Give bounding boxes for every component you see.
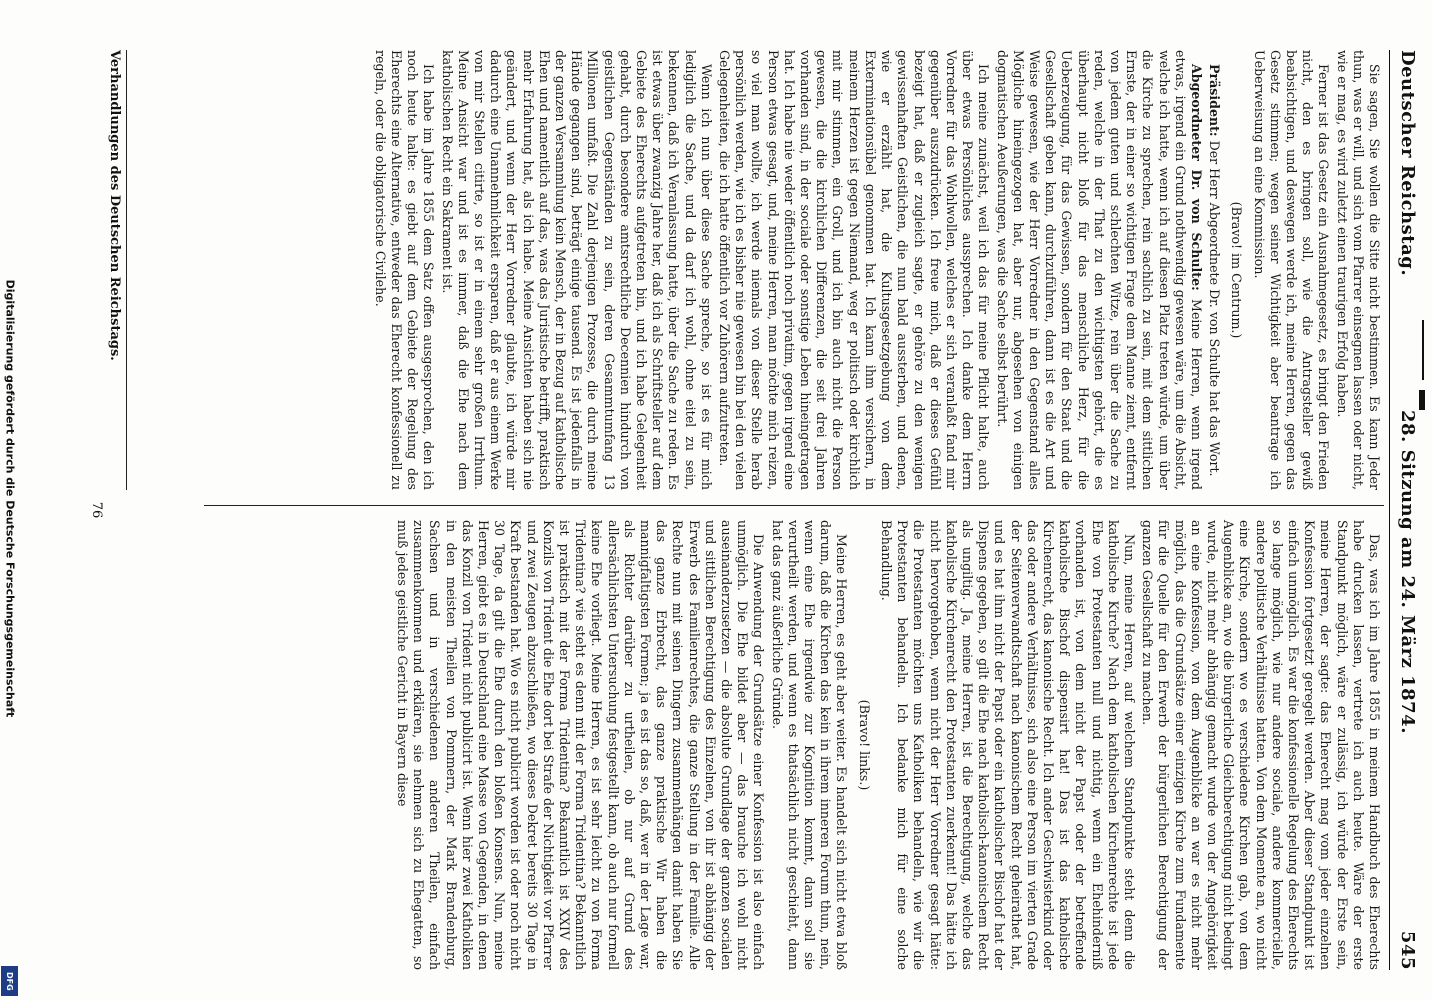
paragraph	[394, 520, 767, 970]
paragraph-text: Sie sagen, Sie wollen die Sitte nicht bestimmen. Es kann Jeder thun, was er will, und sich vom Pfarrer einsegnen lassen oder nicht, wie er mag, es wird zuletzt einen traurigen Erfolg haben.	[1334, 50, 1382, 490]
page-header	[1388, 50, 1418, 970]
paragraph	[1250, 50, 1331, 490]
applause-note	[856, 520, 872, 970]
paragraph	[1333, 50, 1382, 490]
speaker-name: Präsident:	[1207, 64, 1223, 137]
paragraph	[878, 520, 1137, 970]
dfg-logo: DFG	[1, 966, 18, 996]
speaker-name: Abgeordneter Dr. von Schulte:	[1188, 64, 1204, 291]
paragraph	[372, 50, 437, 490]
paragraph-text: Die Anwendung der Grundsätze einer Konfession ist also einfach unmöglich. Die Ehe bildet aber — das brauche ich wohl nicht auseinanderzusetzen — die absolute Grundlage der ganzen socialen und sittlichen Berechtigung des Einzelnen, von ihr ist abhängig der Erwerb des Familienrechtes, die ganze Stellung in der Familie. Alle Rechte nun mit seinen Dingern zusammenhängen damit haben Sie das ganze Erbrecht, das ganze praktische Wir haben die mannigfaltigsten Formen; ja es ist das so, daß, wer in der Lage war, als Richter darüber zu urtheilen, ob nur auf Grund des allersächlichsten Untersuchung festgestellt kann, ob auch nur formell keine Ehe vorliegt. Meine Herren, es ist sehr leicht zu von Forma Tridentina? wie steht es denn mit der Forma Tridentina? Bekanntlich ist praktisch mit der Forma Tridentina? Bekanntlich ist XXIV des Konzils von Trident die Ehe dort bei Strafe der Nichtigkeit vor Pfarrer und zwei Zeugen abzuschließen, wo dieses Dekret bereits 30 Tage in Kraft bestanden hat. Wo es nicht publicirt worden ist oder noch nicht 30 Tage, da gilt die Ehe durch den bloßen Konsens. Nun, meine Herren, giebt es in Deutschland eine Masse von Gegenden, in denen das Konzil von Trident nicht publicirt ist. Wenn hier zwei Katholiken in den meisten Theilen von Pommern, der Mark Brandenburg, Sachsen und in verschiedenen anderen Theilen, einfach zusammenkommen und erklären, sie nehmen sich zu Ehegatten, so muß jedes geistliche Gericht in Bayern diese	[395, 520, 767, 970]
applause-note	[1228, 50, 1244, 490]
paragraph-text: Der Herr Abgeordnete Dr. von Schulte hat das Wort.	[1207, 140, 1223, 477]
paragraph	[768, 520, 849, 970]
column-divider	[204, 505, 1384, 506]
header-page-number: 545	[1397, 930, 1418, 970]
paragraph-text: Ich meine zunächst, weil ich das für meine Pflicht halte, auch über etwas Persönliches aussprechen. Ich danke dem Herrn Vorredner für das Wohlwollen, welches er sich veranlaßt fand mir gegenüber auszudrücken. Ich freue mich, daß er dieses Gefühl bezeigt hat, daß er zugleich sagte, er gehöre zu den wenigen gewissenhaften Geistlichen, die nun bald aussterben, und denen, wie er erzählt hat, die Kultusgesetzgebung von dem Exterminationsübel genommen hat. Ich kann ihm versichern, in meinem Herzen ist gegen Niemand, weg er politisch oder kirchlich mit mir stimmen, ein Groll, und ich bin auch nicht die Person gewesen, die die kirchlichen Differenzen, die seit drei Jahren vorhanden sind, in der sociale oder sonstige Leben hineingetragen hat. Ich habe nie weder öffentlich noch privatim, gegen irgend eine Person etwas gesagt, und, meine Herren, man möchte mich reizen, so viel man wollte, ich werde niemals von dieser Stelle herab persönlich werden, wie ich es bisher nie gewesen bin bei den vielen Gelegenheiten, die ich hatte öffentlich vor Zuhörern aufzutreten.	[717, 50, 992, 490]
paragraph-text: Das, was ich im Jahre 1855 in meinem Handbuch des Eherechts habe drucken lassen, vertrete ich auch heute. Wäre der erste Standpunkt möglich, wäre er zulässig, ich würde der Erste sein, meine Herren, der sagte: das Eherecht mag vom jeder einzelnen Konfession fortgesetzt geregelt werden. Aber dieser Standpunkt ist einfach unmöglich. Es war die konfessionelle Regelung des Eherechts so lange möglich, wie nur andere sociale, andere kommercielle, andere politische Verhältnisse hatten. Von dem Momente an, wo nicht eine Kirche, sondern wo es verschiedene Kirchen gab, von dem Augenblicke an, wo die bürgerliche Gleichberechtigung nicht bedingt wurde, nicht mehr abhängig gemacht wurde von der Angehörigkeit an eine Konfession, von dem Augenblicke an war es nicht mehr möglich, das die Grundsätze einer einzigen Kirche zum Fundamente für die Quelle für den Erwerb der bürgerlichen Berechtigung der ganzen Gesellschaft zu machen.	[1140, 520, 1382, 970]
paragraph-text: Meine Herren, es geht aber weiter. Es handelt sich nicht etwa bloß darum, daß die Kirchen das kein in ihrem inneren Forum thun, nein, wenn eine Ehe irgendwie zur Kognition kommt, dann soll sie verurtheilt werden, und wenn es thatsächlich nicht geschieht, dann hat das ganz äußerliche Gründe.	[769, 520, 850, 970]
right-column	[392, 520, 1382, 970]
paragraph	[1206, 50, 1222, 490]
paragraph	[716, 50, 991, 490]
paragraph-text: (Bravo! links.)	[856, 699, 872, 791]
paragraph-text: Ich habe im Jahre 1855 dem Satz offen ausgesprochen, den ich noch heute halte: es giebt auf dem Gebiete der Regelung des Eherechts eine Alternative, entweder das Eherecht konfessionell zu regeln, oder die obligatorische Civilehe.	[372, 50, 437, 490]
credit-text: Digitalisierung gefördert durch die Deutsche Forschungsgemeinschaft	[3, 279, 17, 718]
footer-source: Verhandlungen des Deutschen Reichstags.	[107, 50, 127, 490]
header-title: Deutscher Reichstag.	[1397, 50, 1418, 277]
footer-page-number: 76	[89, 501, 104, 519]
header-session: 28. Sitzung am 24. März 1874.	[1397, 410, 1418, 734]
paragraph-text: Ferner ist das Gesetz ein Ausnahmegesetz, es bringt den Frieden nicht, den es bringen soll, wie die Antragsteller gewiß beabsichtigen, und deswegen werde ich, meine Herren, gegen das Gesetz stimmen; wegen seiner Wichtigkeit aber beantrage ich Ueberweisung an eine Kommission.	[1251, 50, 1332, 490]
paragraph	[1139, 520, 1382, 970]
paragraph-text: Wenn ich nun über diese Sache spreche, so ist es für mich lediglich die Sache, und da darf ich wohl, ohne eitel zu sein, bekennen, daß ich Veranlassung hatte, über die Sache zu reden. Es ist etwas über zwanzig Jahre her, daß ich als Schriftsteller auf dem Gebiete des Eherechts aufgetreten bin, und ich habe Gelegenheit gehabt, durch besondere amtsrechtliche Decennien hindurch von geistlichen Gegenständen zu sein, deren Gesammtumfang 13 Millionen umfaßt. Die Zahl derjenigen Prozesse, die durch meine Hände gegangen sind, beträgt einige tausend. Es ist jedenfalls in der ganzen Versammlung kein Mensch, der in Bezug auf katholische Ehen und namentlich auf das, was das Juristische betrifft, praktisch mehr Erfahrung hat, als ich habe. Meine Ansichten haben sich nie geändert, und wenn der Herr Vorredner glaubte, ich würde mir dadurch eine Unannehmlichkeit ersparen, daß er aus einem Werke von mir Stellen citirte, so ist er in einem sehr großen Irrthum. Meine Ansicht war und ist es immer, daß die Ehe nach dem katholischen Recht ein Sakrament ist.	[439, 50, 714, 490]
paragraph-text: Meine Herren, wenn irgend etwas, irgend ein Grund nothwendig gewesen wäre, um die Absicht, welche ich hatte, wenn ich auf diesen Platz treten würde, um über die Kirche zu sprechen, rein sachlich zu sein, mit dem sittlichen Ernste, der in einer so wichtigen Frage dem Manne ziemt, entfernt von jedem guten und schlechten Witze, rein über die Sache zu reden, welche in der That zu den wichtigsten gehört, die es überhaupt nicht bloß für das menschliche Herz, für die Ueberzeugung, für das Gewissen, sondern für den Staat und die Gesellschaft geben kann, durchzuführen, dann ist es die Art und Weise gewesen, wie der Herr Vorredner in den Gegenstand alles Mögliche hineingezogen hat, aber nur, abgesehen von einigen dogmatischen Aeußerungen, was die Sache selbst berührt.	[994, 50, 1204, 490]
left-column	[370, 50, 1382, 490]
paragraph	[993, 50, 1204, 490]
paragraph-text: Nun, meine Herren, auf welchem Standpunkte steht denn die katholische Kirche? Nach dem katholischen Kirchenrechte ist jede Ehe von Protestanten null und nichtig, wenn ein Ehehinderniß vorhanden ist, von dem nicht der Papst oder der betreffende katholische Bischof dispensirt hat! Das ist das katholische Kirchenrecht, das kanonische Recht. Ich ander Geschwisterkind oder das oder andere Verhältnisse, sich also eine Person im vierten Grade der Seitenverwandtschaft nach kanonischem Recht geheirathet hat, und es hat ihm nicht der Papst oder ein katholischer Bischof hat der Dispens gegeben, so gilt die Ehe nach katholisch-kanonischem Recht als ungiltig. Ja, meine Herren, ist die Berechtigung, welche das katholische Kirchenrecht den Protestanten zuerkennt! Das hätte ich nicht hervorgehoben, wenn nicht der Herr Vorredner gesagt hätte: die Protestanten möchten uns Katholiken behandeln, wie wir die Protestanten behandeln. Ich bedanke mich für eine solche Behandlung.	[878, 520, 1137, 970]
header-rule	[1389, 50, 1390, 970]
paragraph-text: (Bravo! im Centrum.)	[1229, 201, 1245, 339]
paragraph	[438, 50, 713, 490]
